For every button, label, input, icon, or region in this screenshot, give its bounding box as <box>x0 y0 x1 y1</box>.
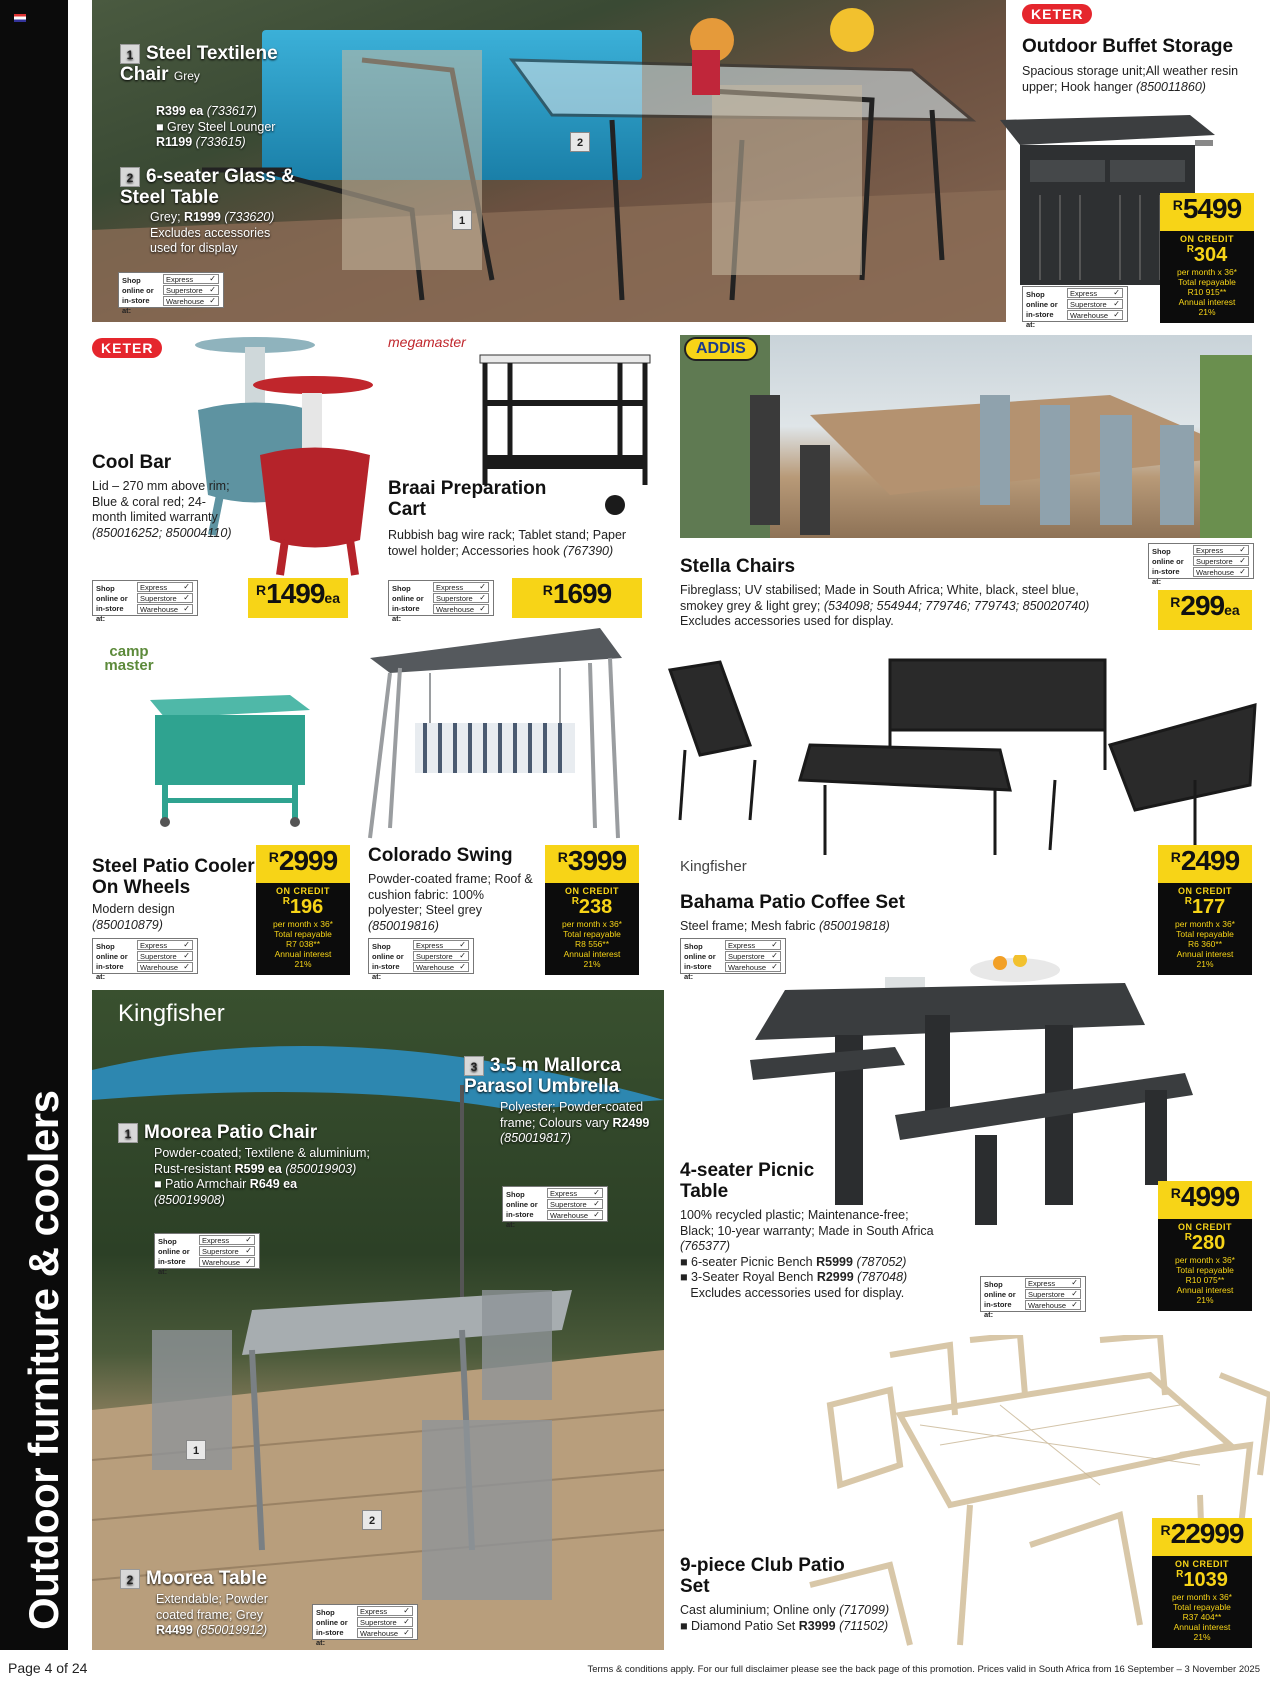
stella-chairs-price: R299ea <box>1158 590 1252 630</box>
item-number: 2 <box>120 1569 140 1589</box>
extra-item: Diamond Patio Set <box>691 1618 796 1633</box>
desc-text: Steel frame; Mesh fabric <box>680 919 816 933</box>
desc-text: Rubbish bag wire rack; Tablet stand; Paper towel holder; Accessories hook <box>388 528 627 558</box>
extra-code: (787048) <box>857 1270 908 1284</box>
colorado-swing-price: R3999 <box>545 845 639 883</box>
product-code: (850016252; 850004110) <box>92 525 232 540</box>
extra-price: R3999 <box>798 1618 836 1633</box>
item-number: 2 <box>120 167 140 187</box>
flag-icon <box>14 14 26 22</box>
stella-chairs-title: Stella Chairs <box>680 556 796 577</box>
extra-price: R5999 <box>816 1254 853 1269</box>
note-text: Excludes accessories used for display. <box>680 614 894 628</box>
product-code: (534098; 554944; 779746; 779743; 850020740) <box>823 598 1090 613</box>
club-patio-set-title: 9-piece Club Patio Set <box>680 1555 845 1597</box>
item-marker-2: 2 <box>570 132 590 152</box>
stella-chairs-photo <box>680 335 1252 538</box>
dining-scene <box>680 335 1252 538</box>
desc-text: Modern design <box>92 902 175 916</box>
shop-badge: Shop online or in-store at: Express ✓ Superstore ✓ Warehouse ✓ <box>312 1604 418 1640</box>
section-title: Outdoor furniture & coolers <box>20 1090 67 1630</box>
product-code: (850019816) <box>368 918 439 933</box>
extra-item: 3-Seater Royal Bench <box>691 1270 814 1284</box>
steel-chair-title <box>120 43 320 87</box>
item-marker-1: 1 <box>186 1440 206 1460</box>
glass-table-title <box>120 166 300 208</box>
desc-text: Fibreglass; UV stabilised; Made in South Africa; White, black, steel blue, smokey grey & light grey; <box>680 583 1079 613</box>
extra-price: R1199 <box>156 135 193 149</box>
desc-text: Extendable; Powder coated frame; Grey <box>156 1592 268 1622</box>
bahama-set-desc <box>680 919 980 935</box>
product-code: (733620) <box>224 210 275 224</box>
extra-item: Patio Armchair <box>165 1177 247 1191</box>
section-sidebar <box>0 0 68 1650</box>
product-code: (767390) <box>563 543 614 558</box>
shop-badge: Shop online or in-store at: Express ✓ Superstore ✓ Warehouse ✓ <box>1022 286 1128 322</box>
product-title: 6-seater Glass & Steel Table <box>120 166 295 208</box>
moorea-table-desc <box>156 1592 306 1639</box>
patio-cooler-title: Steel Patio Cooler On Wheels <box>92 856 255 898</box>
patio-cooler-credit-box: ON CREDIT $^R$196 per month x 36* Total repayable R7 038** Annual interest 21% <box>256 883 350 975</box>
colorado-swing-credit-box: ON CREDIT $^R$238 per month x 36* Total repayable R8 556** Annual interest 21% <box>545 883 639 975</box>
colorado-swing-image <box>360 628 630 848</box>
shop-badge: Shop online or in-store at: Express ✓ Superstore ✓ Warehouse ✓ <box>680 938 786 974</box>
price-text: R1999 <box>184 210 221 224</box>
product-code: (850019817) <box>500 1131 571 1145</box>
product-title: Steel Textilene Chair <box>120 43 278 85</box>
item-number: 1 <box>120 44 140 64</box>
addis-logo: ADDIS <box>684 337 758 361</box>
kingfisher-logo: Kingfisher <box>118 1000 225 1027</box>
note-text: Excludes accessories used for display <box>150 225 271 255</box>
shop-badge: Shop online or in-store at: Express ✓ Superstore ✓ Warehouse ✓ <box>980 1276 1086 1312</box>
page-number: Page 4 of 24 <box>8 1660 88 1676</box>
colorado-swing-title: Colorado Swing <box>368 845 513 866</box>
buffet-desc <box>1022 64 1267 95</box>
buffet-price: R5499 <box>1160 193 1254 231</box>
product-code: (765377) <box>680 1239 731 1253</box>
product-code: (850010879) <box>92 917 163 932</box>
item-marker-2: 2 <box>362 1510 382 1530</box>
stella-chairs-desc <box>680 583 1115 630</box>
megamaster-logo: megamaster <box>388 334 466 350</box>
extra-item: 6-seater Picnic Bench <box>691 1254 813 1269</box>
bahama-coffee-set-image <box>665 650 1265 865</box>
buffet-title: Outdoor Buffet Storage <box>1022 36 1234 57</box>
desc-text: 100% recycled plastic; Maintenance-free; Black; 10-year warranty; Made in South Africa <box>680 1208 934 1238</box>
buffet-credit-box: ON CREDIT $^R$304 per month x 36* Total repayable R10 915** Annual interest 21% <box>1160 231 1254 323</box>
colorado-swing-desc <box>368 872 538 934</box>
price-text: R4499 <box>156 1623 193 1637</box>
product-title: 3.5 m Mallorca Parasol Umbrella <box>464 1055 621 1097</box>
camp-master-logo: camp master <box>104 643 154 674</box>
extra-code: (787052) <box>856 1254 907 1269</box>
desc-text: Powder-coated; Textilene & aluminium; Rust-resistant <box>154 1146 370 1176</box>
shop-badge: Shop online or in-store at: Express ✓ Superstore ✓ Warehouse ✓ <box>368 938 474 974</box>
shop-badge: Shop online or in-store at: Express ✓ Superstore ✓ Warehouse ✓ <box>388 580 494 616</box>
braai-cart-desc <box>388 528 628 559</box>
cool-bar-price: R1499ea <box>248 578 348 618</box>
shop-badge: Shop online or in-store at: Express ✓ Superstore ✓ Warehouse ✓ <box>92 938 198 974</box>
shop-badge: Shop online or in-store at: Express ✓ Superstore ✓ Warehouse ✓ <box>502 1186 608 1222</box>
desc-text: Polyester; Powder-coated frame; Colours vary <box>500 1100 644 1130</box>
braai-cart-title: Braai Preparation Cart <box>388 478 547 520</box>
picnic-table-desc: 100% recycled plastic; Maintenance-free; Black; 10-year warranty; Made in South Africa (765377) ■ 6-seater Picnic Bench R5999 (787052) ■ 3-Seater Royal Bench R2999 (787048) Excludes accessories used for display. <box>680 1208 934 1300</box>
bahama-set-credit-box: ON CREDIT $^R$177 per month x 36* Total repayable R6 360** Annual interest 21% <box>1158 883 1252 975</box>
club-patio-set-price: R22999 <box>1152 1518 1252 1556</box>
product-code: (733617) <box>206 104 257 118</box>
terms-text: Terms & conditions apply. For our full disclaimer please see the back page of this promotion. Prices valid in South Africa from 16 September – 3 November 2025 <box>587 1664 1260 1675</box>
shop-badge: Shop online or in-store at: Express ✓ Superstore ✓ Warehouse ✓ <box>92 580 198 616</box>
club-patio-set-credit-box: ON CREDIT $^R$1039 per month x 36* Total repayable R37 404** Annual interest 21% <box>1152 1556 1252 1648</box>
moorea-chair-desc: Powder-coated; Textilene & aluminium; Rust-resistant R599 ea (850019903) ■ Patio Armchair R649 ea (850019908) <box>154 1146 370 1207</box>
product-code: (850011860) <box>1135 79 1206 94</box>
extra-price: R2999 <box>816 1270 854 1284</box>
cool-bar-desc <box>92 479 232 541</box>
price-text: R599 ea <box>234 1161 282 1176</box>
shop-badge: Shop online or in-store at: Express ✓ Superstore ✓ Warehouse ✓ <box>118 272 224 308</box>
desc-text: Grey; <box>150 210 181 224</box>
keter-logo: KETER <box>92 338 162 358</box>
moorea-chair-title <box>118 1122 378 1143</box>
parasol-title <box>464 1055 664 1097</box>
product-title: Moorea Table <box>146 1568 268 1589</box>
item-marker-1: 1 <box>452 210 472 230</box>
club-patio-set-desc: Cast aluminium; Online only (717099) ■ Diamond Patio Set R3999 (711502) <box>680 1603 890 1633</box>
product-code: (717099) <box>839 1603 890 1617</box>
product-title: Moorea Patio Chair <box>144 1122 318 1143</box>
shop-badge: Shop online or in-store at: Express ✓ Superstore ✓ Warehouse ✓ <box>1148 543 1254 579</box>
title-suffix: Grey <box>173 69 200 83</box>
price-text: R2499 <box>612 1115 650 1130</box>
bahama-set-title: Bahama Patio Coffee Set <box>680 892 905 913</box>
item-number: 3 <box>464 1056 484 1076</box>
cool-bar-title: Cool Bar <box>92 452 172 473</box>
note-text: Excludes accessories used for display. <box>690 1285 905 1300</box>
desc-text: Spacious storage unit;All weather resin upper; Hook hanger <box>1022 64 1239 94</box>
extra-code: (711502) <box>839 1618 889 1633</box>
extra-item: Grey Steel Lounger <box>167 119 276 134</box>
item-number: 1 <box>118 1123 138 1143</box>
picnic-table-credit-box: ON CREDIT $^R$280 per month x 36* Total repayable R10 075** Annual interest 21% <box>1158 1219 1252 1311</box>
extra-code: (850019908) <box>154 1192 225 1207</box>
extra-code: (733615) <box>195 135 246 149</box>
keter-logo: KETER <box>1022 4 1092 24</box>
product-code: (850019818) <box>818 919 890 933</box>
patio-cooler-desc <box>92 902 232 933</box>
picnic-table-price: R4999 <box>1158 1181 1252 1219</box>
kingfisher-logo: Kingfisher <box>680 858 747 875</box>
moorea-table-title <box>120 1568 320 1589</box>
steel-chair-desc: R399 ea (733617) ■ Grey Steel Lounger R1199 (733615) <box>156 104 276 149</box>
desc-text: Powder-coated frame; Roof & cushion fabric: 100% polyester; Steel grey <box>368 872 533 917</box>
product-code: (850019912) <box>196 1623 268 1637</box>
desc-text: Lid – 270 mm above rim; Blue & coral red; 24-month limited warranty <box>92 479 230 524</box>
braai-cart-price: R1699 <box>512 578 642 618</box>
parasol-desc <box>500 1100 650 1147</box>
patio-cooler-image <box>140 690 320 830</box>
patio-cooler-price: R2999 <box>256 845 350 883</box>
cool-bar-image <box>190 335 390 585</box>
desc-text: Cast aluminium; Online only <box>680 1603 836 1617</box>
picnic-table-title: 4-seater Picnic Table <box>680 1160 815 1202</box>
bahama-set-price: R2499 <box>1158 845 1252 883</box>
glass-table-desc <box>150 210 300 257</box>
extra-price: R649 ea <box>249 1177 298 1191</box>
product-code: (850019903) <box>285 1161 357 1176</box>
shop-badge: Shop online or in-store at: Express ✓ Superstore ✓ Warehouse ✓ <box>154 1233 260 1269</box>
price-text: R399 ea <box>156 104 204 118</box>
